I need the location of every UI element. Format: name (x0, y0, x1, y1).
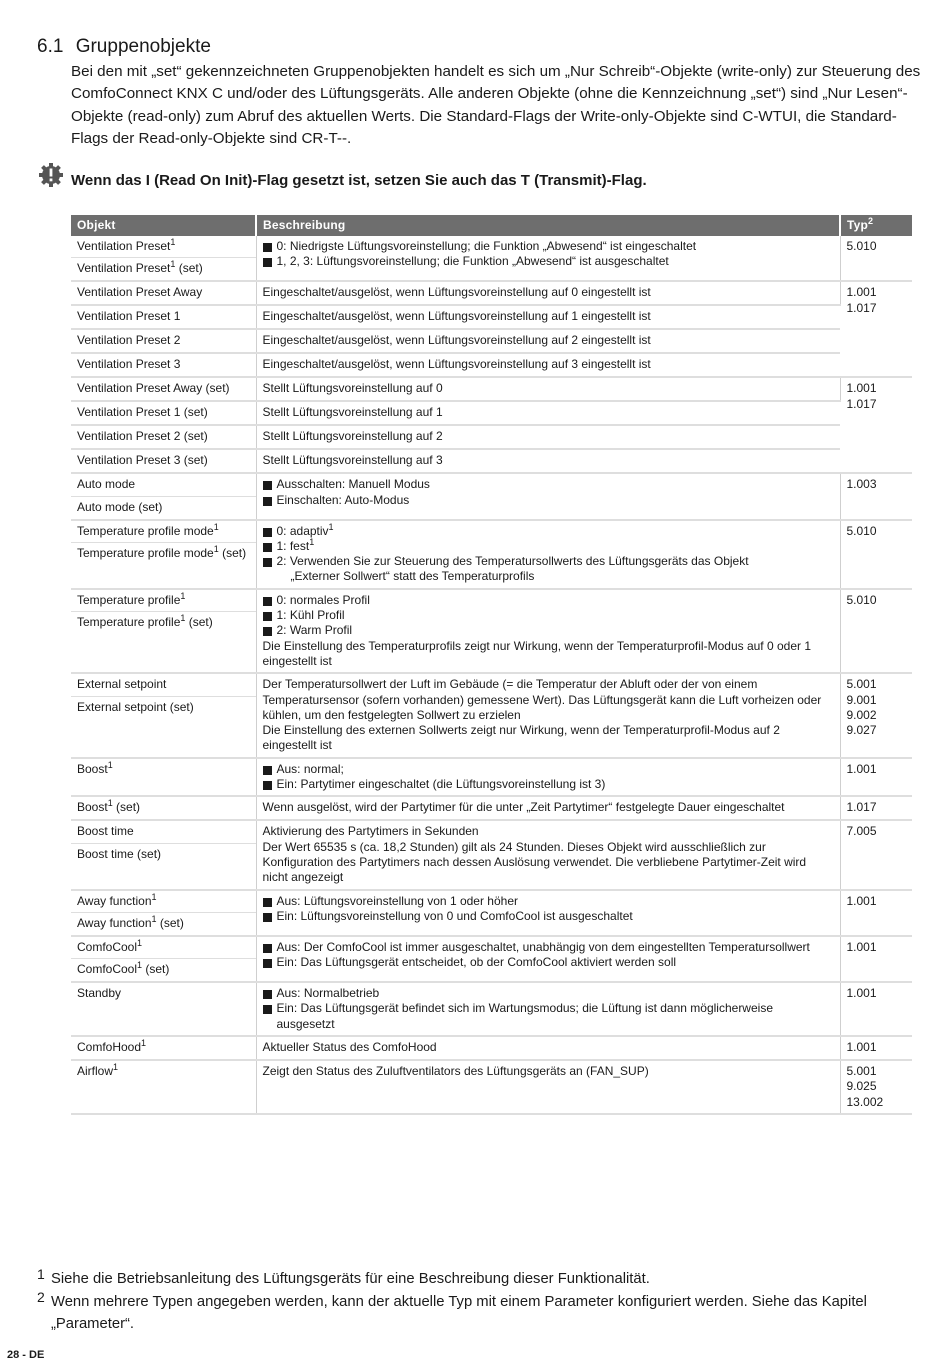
object-name (71, 913, 256, 935)
description-line: 1: fest (276, 538, 310, 553)
footnote-ref: 1 (309, 536, 315, 547)
footnotes (37, 1268, 917, 1336)
object-cell (71, 520, 256, 589)
object-name (71, 450, 256, 472)
description-line: Eingeschaltet/ausgelöst, wenn Lüftungsvoreinstellung auf 0 eingestellt ist (262, 285, 651, 300)
object-name (71, 891, 256, 913)
object-name-text: Away function (77, 915, 152, 930)
datapoint-type: 9.027 (846, 723, 877, 738)
bullet-item (263, 536, 834, 554)
object-cell (71, 473, 256, 519)
description-cell (256, 377, 840, 401)
page-number: 28 - DE (7, 1349, 45, 1361)
description-cell (256, 1060, 840, 1114)
description-line: Einschalten: Auto-Modus (276, 492, 410, 507)
description-text (263, 639, 834, 670)
object-name-text: Away function (77, 893, 152, 908)
object-cell (71, 377, 256, 401)
description-line: 2: Warm Profil (276, 623, 353, 638)
footnote-ref: 1 (180, 590, 186, 601)
bullet-item (263, 254, 834, 269)
object-name-text: Temperature profile mode (77, 545, 214, 560)
bullet-item (263, 593, 834, 608)
footnote-1 (37, 1268, 917, 1291)
object-cell (71, 425, 256, 449)
object-name-text: Auto mode (77, 477, 136, 492)
object-name-text: Ventilation Preset 3 (set) (77, 453, 208, 468)
object-name (71, 759, 256, 781)
object-cell (71, 796, 256, 820)
table-row (71, 473, 912, 519)
description-cell (256, 796, 840, 820)
datapoint-type: 1.001 (846, 986, 877, 1001)
description-text (263, 677, 834, 723)
description-text (263, 1064, 834, 1079)
description-line: Der Temperatursollwert der Luft im Gebäude (= die Temperatur der Abluft oder der von einem Temperatursensor (sofern vorhanden) gemessene Wert). Das Lüftungsgerät kann die Luft vorheizen oder kühlen, um den festgelegten Sollwert zu erzielen (262, 677, 822, 722)
object-suffix: (set) (142, 962, 170, 977)
object-name-text: Ventilation Preset (77, 261, 171, 276)
description-line: Stellt Lüftungsvoreinstellung auf 2 (262, 429, 443, 444)
object-name-text: ComfoCool (77, 962, 138, 977)
footnote-mark: 2 (37, 1288, 45, 1305)
object-cell (71, 305, 256, 329)
table-row (71, 329, 912, 353)
table-row (71, 1060, 912, 1114)
description-cell (256, 236, 840, 281)
bullet-item (263, 477, 834, 492)
description-line: Ausschalten: Manuell Modus (276, 477, 430, 492)
header-objekt: Objekt (71, 215, 256, 236)
object-suffix: (set) (112, 800, 141, 815)
footnote-ref: 1 (107, 759, 113, 770)
description-line: 1: Kühl Profil (276, 608, 345, 623)
description-line: Stellt Lüftungsvoreinstellung auf 0 (262, 381, 443, 396)
footnote-ref: 1 (107, 798, 113, 809)
type-cell (840, 936, 912, 982)
bullet-item (263, 1001, 834, 1032)
description-line: Stellt Lüftungsvoreinstellung auf 3 (262, 453, 443, 468)
description-line: Aktivierung des Partytimers in Sekunden (262, 824, 479, 839)
description-text (263, 285, 834, 300)
object-name (71, 330, 256, 352)
description-cell (256, 758, 840, 797)
type-cell (840, 1036, 912, 1060)
footnote-ref: 1 (137, 937, 143, 948)
datapoint-type: 5.001 (846, 677, 877, 692)
bullet-item (263, 762, 834, 777)
table-row (71, 305, 912, 329)
description-line: 0: adaptiv (276, 523, 329, 538)
description-line: Zeigt den Status des Zuluftventilators des Lüftungsgeräts an (FAN_SUP) (262, 1064, 649, 1079)
bullet-item (263, 493, 834, 508)
description-line: Wenn ausgelöst, wird der Partytimer für die unter „Zeit Partytimer“ festgelegte Dauer eingeschaltet (262, 800, 785, 815)
object-cell (71, 589, 256, 673)
type-cell (840, 890, 912, 936)
object-name (71, 426, 256, 448)
description-line: Ein: Das Lüftungsgerät befindet sich im Wartungsmodus; die Lüftung ist dann möglicherweise ausgesetzt (276, 1001, 773, 1031)
table-row (71, 353, 912, 377)
type-cell (840, 796, 912, 820)
object-name-text: Boost time (set) (77, 846, 162, 861)
description-text (263, 824, 834, 839)
table-row (71, 936, 912, 982)
description-cell (256, 329, 840, 353)
type-cell (840, 589, 912, 673)
datapoint-type: 1.001 (846, 285, 877, 300)
object-cell (71, 401, 256, 425)
bullet-item (263, 777, 834, 792)
footnote-ref: 1 (180, 613, 186, 624)
datapoint-type: 9.001 (846, 692, 877, 707)
type-cell (840, 673, 912, 757)
footnote-text: Wenn mehrere Typen angegeben werden, kann der aktuelle Typ mit einem Parameter konfiguriert werden. Siehe das Kapitel „Parameter“. (51, 1293, 867, 1332)
description-cell (256, 890, 840, 936)
table-row (71, 401, 912, 425)
description-line: Ein: Partytimer eingeschaltet (die Lüftungsvoreinstellung ist 3) (276, 777, 606, 792)
object-name-text: Ventilation Preset Away (77, 285, 203, 300)
description-cell (256, 473, 840, 519)
object-name-text: Temperature profile (77, 615, 181, 630)
footnote-ref: 1 (141, 1038, 147, 1049)
datapoint-type: 1.017 (846, 300, 877, 315)
header-beschreibung: Beschreibung (256, 215, 840, 236)
type-cell (840, 520, 912, 589)
description-line: Ein: Lüftungsvoreinstellung von 0 und ComfoCool ist ausgeschaltet (276, 908, 633, 923)
section-heading (37, 36, 211, 58)
object-cell (71, 890, 256, 936)
table-header-row (71, 215, 912, 236)
datapoint-type: 9.002 (846, 707, 877, 722)
object-name-text: Ventilation Preset 3 (77, 357, 181, 372)
object-name-text: Ventilation Preset (77, 239, 171, 253)
object-name (71, 1061, 256, 1083)
table-row (71, 377, 912, 401)
type-cell (840, 758, 912, 797)
description-text (263, 1040, 834, 1055)
object-cell (71, 1036, 256, 1060)
datapoint-type: 5.001 (846, 1064, 877, 1079)
object-cell (71, 982, 256, 1036)
description-cell (256, 982, 840, 1036)
object-name-text: ComfoHood (77, 1040, 142, 1055)
object-cell (71, 758, 256, 797)
description-continuation: „Externer Sollwert“ statt des Temperaturprofils (290, 569, 535, 584)
description-cell (256, 281, 840, 305)
header-typ-label: Typ (847, 218, 869, 233)
object-name-text: Standby (77, 986, 122, 1001)
description-text (263, 840, 834, 886)
object-cell (71, 1060, 256, 1114)
object-name (71, 983, 256, 1005)
footnote-ref: 1 (151, 913, 157, 924)
bullet-item (263, 986, 834, 1001)
object-name (71, 497, 256, 519)
object-name (71, 354, 256, 376)
datapoint-type: 9.025 (846, 1079, 877, 1094)
type-cell (840, 377, 912, 473)
footnote-ref: 1 (213, 543, 219, 554)
table-row (71, 449, 912, 473)
bullet-item (263, 554, 834, 585)
warning-gear-icon (38, 162, 64, 188)
object-name (71, 612, 256, 634)
description-cell (256, 1036, 840, 1060)
description-line: Eingeschaltet/ausgelöst, wenn Lüftungsvoreinstellung auf 3 eingestellt ist (262, 357, 651, 372)
object-name-text: Boost (77, 800, 108, 815)
bullet-item (263, 909, 834, 924)
datapoint-type: 1.001 (846, 1040, 877, 1055)
description-line: 0: Niedrigste Lüftungsvoreinstellung; die Funktion „Abwesend“ ist eingeschaltet (276, 239, 697, 253)
section-title: Gruppenobjekte (75, 36, 211, 57)
object-cell (71, 449, 256, 473)
object-suffix: (set) (156, 915, 184, 930)
description-line: 0: normales Profil (276, 592, 370, 607)
description-text (263, 333, 835, 348)
description-text (263, 800, 834, 815)
description-text (263, 453, 835, 468)
description-line: Aus: Der ComfoCool ist immer ausgeschaltet, unabhängig von dem eingestellten Temperatursollwert (276, 939, 810, 954)
object-name (71, 821, 256, 843)
description-line: Die Einstellung des externen Sollwerts zeigt nur Wirkung, wenn der Temperaturprofil-Modus auf 2 eingestellt ist (262, 723, 780, 753)
description-text (263, 309, 835, 324)
description-cell (256, 936, 840, 982)
object-cell (71, 673, 256, 757)
object-name-text: Airflow (77, 1064, 114, 1079)
description-cell (256, 449, 840, 473)
datapoint-type: 13.002 (846, 1094, 884, 1109)
group-objects-table (71, 215, 912, 1115)
description-cell (256, 820, 840, 889)
table-row (71, 673, 912, 757)
description-text (263, 429, 835, 444)
description-line: Die Einstellung des Temperaturprofils zeigt nur Wirkung, wenn der Temperaturprofil-Modus auf 0 oder 1 eingestellt ist (262, 638, 811, 668)
footnote-text: Siehe die Betriebsanleitung des Lüftungsgeräts für eine Beschreibung dieser Funktionalität. (51, 1271, 650, 1287)
intro-paragraph: Bei den mit „set“ gekennzeichneten Gruppenobjekten handelt es sich um „Nur Schreib“-Objekte (write-only) zur Steuerung des ComfoConnect KNX C und/oder des Lüftungsgeräts. Alle anderen Objekte (ohne die Kennzeichnung „set“) sind „Nur Lesen“-Objekte (read-only) zum Abruf des aktuellen Werts. Die Standard-Flags der Write-only-Objekte sind C-WTUI, die Standard-Flags der Read-only-Objekte sind CR-T--. (71, 63, 921, 147)
object-name-text: Ventilation Preset 2 (set) (77, 429, 208, 444)
footnote-ref: 1 (137, 960, 143, 971)
description-text (263, 723, 834, 754)
bullet-item (263, 940, 834, 955)
footnote-mark: 1 (37, 1266, 45, 1282)
description-cell (256, 305, 840, 329)
footnote-ref: 1 (213, 521, 219, 532)
footnote-ref: 1 (170, 259, 176, 270)
bullet-item (263, 623, 834, 638)
table-row (71, 758, 912, 797)
object-name (71, 474, 256, 496)
table-body (71, 236, 912, 1114)
datapoint-type: 1.001 (846, 893, 877, 908)
object-name (71, 844, 256, 866)
description-cell (256, 425, 840, 449)
header-typ-footnote: 2 (868, 216, 874, 227)
description-line: Aus: normal; (276, 761, 344, 776)
description-line: Der Wert 65535 s (ca. 18,2 Stunden) gilt als 24 Stunden. Dieses Objekt wird ausschließlich zur Konfiguration des Partytimers nach dessen Auslösung verwendet. Die verbliebene Partytimer-Zeit wird nicht angezeigt (262, 839, 807, 885)
bullet-item (263, 608, 834, 623)
description-line: 1, 2, 3: Lüftungsvoreinstellung; die Funktion „Abwesend“ ist ausgeschaltet (276, 254, 669, 269)
datapoint-type: 1.017 (846, 396, 877, 411)
object-cell (71, 329, 256, 353)
note-box (38, 162, 918, 192)
table-row (71, 1036, 912, 1060)
description-text (263, 405, 835, 420)
object-cell (71, 236, 256, 281)
object-name-text: External setpoint (77, 677, 167, 692)
object-name (71, 282, 256, 304)
object-cell (71, 820, 256, 889)
table-row (71, 982, 912, 1036)
object-name-text: External setpoint (set) (77, 699, 194, 714)
description-cell (256, 520, 840, 589)
note-text: Wenn das I (Read On Init)-Flag gesetzt ist, setzen Sie auch das T (Transmit)-Flag. (71, 172, 647, 189)
datapoint-type: 1.001 (846, 761, 877, 776)
type-cell (840, 236, 912, 281)
table-row (71, 520, 912, 589)
description-cell (256, 673, 840, 757)
object-name (71, 1037, 256, 1059)
object-name-text: Temperature profile mode (77, 523, 214, 538)
object-name (71, 306, 256, 328)
object-name-text: Ventilation Preset 1 (77, 309, 181, 324)
description-text (263, 381, 834, 396)
type-cell (840, 982, 912, 1036)
datapoint-type: 1.017 (846, 800, 877, 815)
description-cell (256, 589, 840, 673)
bullet-item (263, 894, 834, 909)
object-name (71, 797, 256, 819)
bullet-item (263, 521, 834, 539)
description-text (263, 357, 835, 372)
datapoint-type: 5.010 (846, 523, 877, 538)
object-cell (71, 281, 256, 305)
datapoint-type: 7.005 (846, 824, 877, 839)
description-line: Aus: Normalbetrieb (276, 986, 380, 1001)
table-row (71, 796, 912, 820)
object-name (71, 521, 256, 543)
datapoint-type: 1.001 (846, 381, 877, 396)
object-name (71, 402, 256, 424)
bullet-item (263, 239, 834, 254)
object-name (71, 674, 256, 696)
datapoint-type: 1.001 (846, 939, 877, 954)
footnote-ref: 1 (328, 521, 334, 532)
object-suffix: (set) (175, 261, 203, 276)
object-cell (71, 353, 256, 377)
object-name-text: ComfoCool (77, 939, 138, 954)
object-suffix: (set) (218, 545, 247, 560)
description-line: 2: Verwenden Sie zur Steuerung des Temperatursollwerts des Lüftungsgeräts das Objekt (276, 554, 749, 569)
datapoint-type: 5.010 (846, 239, 877, 253)
object-suffix: (set) (185, 615, 213, 630)
type-cell (840, 473, 912, 519)
object-name (71, 236, 256, 258)
description-line: Stellt Lüftungsvoreinstellung auf 1 (262, 405, 443, 420)
object-name (71, 590, 256, 612)
bullet-item (263, 955, 834, 970)
table-row (71, 425, 912, 449)
object-name (71, 697, 256, 719)
object-name (71, 543, 256, 581)
table-row (71, 820, 912, 889)
table-row (71, 281, 912, 305)
datapoint-type: 1.003 (846, 477, 877, 492)
object-name (71, 258, 256, 280)
object-name-text: Boost time (77, 824, 134, 839)
type-cell (840, 1060, 912, 1114)
table-row (71, 589, 912, 673)
object-name (71, 959, 256, 981)
description-line: Aus: Lüftungsvoreinstellung von 1 oder höher (276, 893, 518, 908)
description-cell (256, 401, 840, 425)
object-name-text: Temperature profile (77, 592, 181, 607)
object-cell (71, 936, 256, 982)
table-row (71, 890, 912, 936)
datapoint-type: 5.010 (846, 592, 877, 607)
description-line: Ein: Das Lüftungsgerät entscheidet, ob der ComfoCool aktiviert werden soll (276, 955, 677, 970)
section-number: 6.1 (37, 36, 64, 57)
object-name-text: Ventilation Preset Away (set) (77, 381, 230, 396)
object-name (71, 378, 256, 400)
description-line: Aktueller Status des ComfoHood (262, 1040, 437, 1055)
description-line: Eingeschaltet/ausgelöst, wenn Lüftungsvoreinstellung auf 2 eingestellt ist (262, 333, 651, 348)
object-name-text: Boost (77, 761, 108, 776)
type-cell (840, 820, 912, 889)
header-typ (840, 215, 912, 236)
table-row (71, 236, 912, 281)
type-cell (840, 281, 912, 377)
footnote-ref: 1 (113, 1062, 119, 1073)
footnote-ref: 1 (170, 237, 176, 247)
description-cell (256, 353, 840, 377)
object-name-text: Auto mode (set) (77, 499, 163, 514)
footnote-ref: 1 (151, 891, 157, 902)
footnote-2 (37, 1288, 917, 1336)
object-name-text: Ventilation Preset 1 (set) (77, 405, 208, 420)
object-name-text: Ventilation Preset 2 (77, 333, 181, 348)
object-name (71, 937, 256, 959)
description-line: Eingeschaltet/ausgelöst, wenn Lüftungsvoreinstellung auf 1 eingestellt ist (262, 309, 651, 324)
